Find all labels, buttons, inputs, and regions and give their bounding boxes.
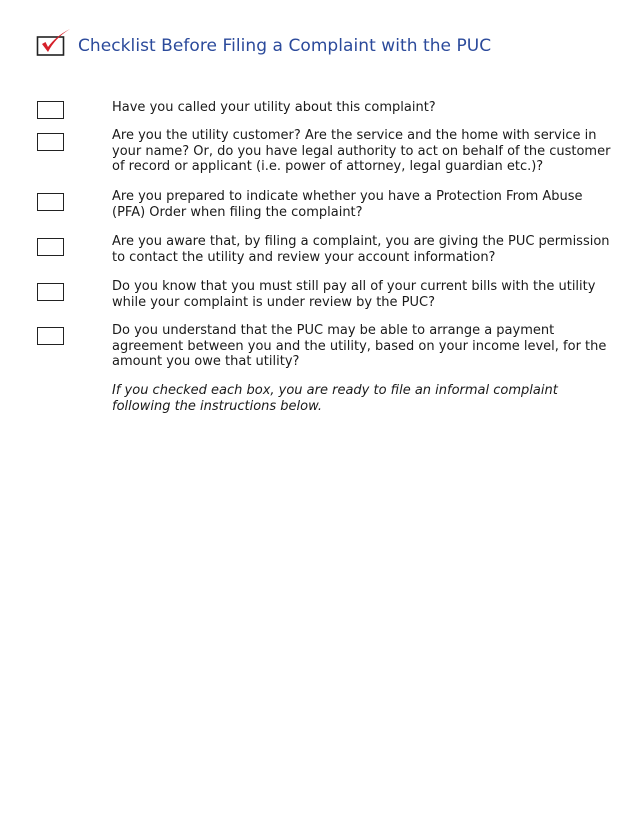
closing-instructions: If you checked each box, you are ready to file an informal complaint following the instructions below. [112,383,558,414]
checkbox-puc-permission[interactable] [37,238,64,256]
question-called-utility: Have you called your utility about this complaint? [112,100,436,115]
checkbox-called-utility[interactable] [37,101,64,119]
checkbox-utility-customer[interactable] [37,133,64,151]
question-utility-customer: Are you the utility customer? Are the service and the home with service in your name? Or, do you have legal authority to act on behalf of the customer of record or applicant (i.e. power of attorney, legal guardian etc.)? [112,128,611,175]
checkbox-payment-agreement[interactable] [37,327,64,345]
question-pfa-order: Are you prepared to indicate whether you have a Protection From Abuse (PFA) Order when filing the complaint? [112,189,583,220]
page-header [36,28,616,62]
checkbox-pfa-order[interactable] [37,193,64,211]
checked-box-icon [36,28,72,60]
question-payment-agreement: Do you understand that the PUC may be able to arrange a payment agreement between you and the utility, based on your income level, for the amount you owe that utility? [112,323,607,370]
checkbox-pay-bills[interactable] [37,283,64,301]
question-pay-bills: Do you know that you must still pay all of your current bills with the utility while your complaint is under review by the PUC? [112,279,596,310]
question-puc-permission: Are you aware that, by filing a complaint, you are giving the PUC permission to contact the utility and review your account information? [112,234,610,265]
page-title: Checklist Before Filing a Complaint with the PUC [78,36,492,56]
